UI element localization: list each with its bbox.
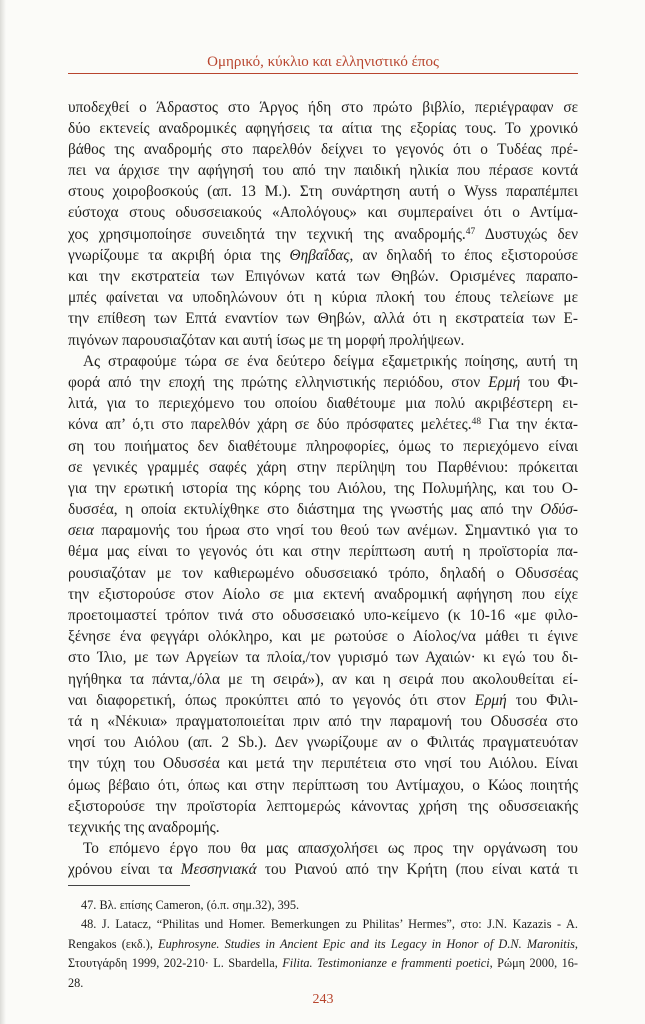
text-line <box>68 97 578 118</box>
text-line <box>68 499 578 520</box>
text-line <box>68 287 578 308</box>
text-run: λιτά, για το περιεχόμενο του οποίου διαθέτουμε μια πολύ ακριβέστερη ει- <box>68 395 578 413</box>
footnote-48 <box>68 915 578 993</box>
text-run: μπές φαίνεται να υποδηλώνουν ότι η κύρια πλοκή του έπους τελείωνε με <box>68 289 578 307</box>
text-run: την τύχη του Οδυσσέα και μετά την περιπέτεια στο νησί του Αιόλου. Είναι <box>68 755 578 773</box>
text-run: ηγήθηκα τα πάντα,/όλα με τη σειρά»), αν και η σειρά που ακολουθείται εί- <box>68 670 578 688</box>
text-run: κόνα απ’ ό,τι στο παρελθόν χάρη σε δύο πρόσφατες μελέτες. <box>68 416 472 434</box>
footnote-line <box>68 935 578 954</box>
italic-text: σεια <box>68 522 94 540</box>
text-line <box>68 584 578 605</box>
text-run: χος χρησιμοποίησε συνειδητά την τεχνική της αναδρομής. <box>68 225 466 243</box>
text-line <box>68 775 578 796</box>
text-run: νησί του Αιόλου (απ. 2 Sb.). Δεν γνωρίζουμε αν ο Φιλιτάς πραγματευόταν <box>68 734 578 752</box>
text-line <box>68 817 578 838</box>
text-run: εξιστορούσε την προϊστορία λεπτομερώς κάνοντας χρήση της οδυσσειακής <box>68 797 578 815</box>
text-line <box>68 139 578 160</box>
text-run: την εξιστορούσε στον Αίολο σε μια εκτενή αναδρομική αφήγηση που είχε <box>68 585 578 603</box>
text-run: Δυστυχώς δεν <box>475 225 578 243</box>
text-line <box>68 181 578 202</box>
paragraph <box>68 838 578 880</box>
italic-text: Euphrosyne. Studies in Ancient Epic and its Legacy in Honor of D.N. Maronitis <box>158 936 575 951</box>
text-line <box>68 266 578 287</box>
footnote-line <box>68 896 578 915</box>
text-line <box>68 796 578 817</box>
text-run: δυσσέα, η οποία εκτυλίχθηκε στο διάστημα της γνωστής μας από την <box>68 501 541 519</box>
text-line <box>68 330 578 351</box>
text-run: φορά από την εποχή της πρώτης ελληνιστικής περιόδου, στον <box>68 373 489 391</box>
text-line <box>68 372 578 393</box>
footnote-47 <box>68 896 578 915</box>
text-line <box>68 753 578 774</box>
text-run: 28. <box>68 975 84 990</box>
text-line <box>68 414 578 435</box>
text-run: υποδεχθεί ο Άδραστος στο Άργος ήδη στο πρώτο βιβλίο, περιέγραφαν σε <box>68 98 578 116</box>
text-run: του Φι- <box>520 373 578 391</box>
text-run: , <box>574 936 578 951</box>
footnote-ref: 47 <box>465 226 476 237</box>
text-run: Rengakos (εκδ.), <box>68 936 159 951</box>
text-line <box>68 245 578 266</box>
text-run: παραμονής του ήρωα στο νησί του θεού των ανέμων. Σημαντικό για το <box>93 522 578 540</box>
text-line <box>68 308 578 329</box>
text-run: χρόνου είναι τα <box>68 861 181 879</box>
text-line <box>68 563 578 584</box>
footnote-line <box>68 954 578 973</box>
text-run: βάθος της αναδρομής στο παρελθόν δείχνει το γεγονός ότι ο Τυδέας πρέ- <box>68 140 578 158</box>
text-line <box>68 647 578 668</box>
text-line <box>68 690 578 711</box>
text-run: Στουτγάρδη 1999, 202-210· L. Sbardella, <box>68 956 283 971</box>
text-run: 48. J. Latacz, “Philitas und Homer. Bemerkungen zu Philitas’ Hermes”, στο: J.N. Kazazis - A. <box>81 917 578 932</box>
text-run: για την ερωτική ιστορία της κόρης του Αιόλου, της Πολυμήλης, και του Ο- <box>68 479 578 497</box>
paragraph <box>68 97 578 351</box>
text-line <box>68 457 578 478</box>
text-run: 47. Βλ. επίσης Cameron, (ό.π. σημ.32), 395. <box>81 898 300 912</box>
text-run: Για την έκτα- <box>481 416 578 434</box>
text-run: Το επόμενο έργο που θα μας απασχολήσει ως προς την οργάνωση του <box>83 840 578 858</box>
text-line <box>68 732 578 753</box>
italic-text: Μεσσηνιακά <box>180 861 257 879</box>
text-line <box>68 541 578 562</box>
italic-text: Ερμή <box>488 373 521 391</box>
text-line <box>68 859 578 880</box>
text-line <box>68 711 578 732</box>
text-run: όμως βέβαιο ότι, όπως και στην περίπτωση του Αντίμαχου, ο Κώος ποιητής <box>68 776 578 794</box>
text-line <box>68 520 578 541</box>
text-run: θέμα μας είναι το γεγονός ότι και στην περίπτωση αυτή η προϊστορία πα- <box>68 543 578 561</box>
text-run: τά η «Νέκυια» πραγματοποιείται πριν από την παραμονή του Οδυσσέα στο <box>68 712 578 730</box>
paragraph <box>68 351 578 838</box>
text-line <box>68 605 578 626</box>
running-title: Ομηρικό, κύκλιο και ελληνιστικό έπος <box>207 54 439 70</box>
text-run: εύστοχα στους οδυσσειακούς «Απολόγους» και συμπεραίνει ότι ο Αντίμα- <box>68 204 578 222</box>
text-run: πει να άρχισε την αφήγησή του από την παιδική ηλικία που πέρασε κοντά <box>68 162 578 180</box>
text-run: , Ρώμη 2000, 16- <box>489 956 578 971</box>
italic-text: Θηβαΐδας <box>289 246 350 264</box>
text-line <box>68 838 578 859</box>
text-run: ξένησε ένα φεγγάρι ολόκληρο, και με ρωτούσε ο Αίολος/να μάθει τι έγινε <box>68 628 578 646</box>
text-line <box>68 669 578 690</box>
text-run: στο Ίλιο, με των Αργείων τα πλοία,/τον γυρισμό των Αχαιών· κι εγώ του δι- <box>68 649 578 667</box>
text-run: του Φιλι- <box>506 691 578 709</box>
text-run: ρουσιαζόταν με τον καθιερωμένο οδυσσειακό τρόπο, δηλαδή ο Οδυσσέας <box>68 564 578 582</box>
text-line <box>68 626 578 647</box>
text-run: ση του ποιήματος δεν διαθέτουμε πληροφορίες, όμως το περιεχόμενο είναι <box>68 437 578 455</box>
text-line <box>68 393 578 414</box>
text-run: τεχνικής της αναδρομής. <box>68 818 220 836</box>
body-text <box>68 97 578 881</box>
text-run: και την εκστρατεία των Επιγόνων κατά των Θηβών. Ορισμένες παραπο- <box>68 268 578 285</box>
italic-text: Οδύσ- <box>540 501 578 519</box>
footnote-rule <box>68 885 190 886</box>
italic-text: Ερμή <box>474 691 507 709</box>
footnotes <box>68 896 578 993</box>
text-run: προετοιμαστεί τρόπον τινά στο οδυσσειακό υπο-κείμενο (κ 10-16 «με φιλο- <box>68 607 578 624</box>
text-line <box>68 118 578 139</box>
text-run: ναι διαφορετική, όπως προκύπτει από το γεγονός ότι στον <box>68 691 475 709</box>
text-line <box>68 436 578 457</box>
text-run: του Ριανού από την Κρήτη (που είναι κατά τι <box>256 861 578 879</box>
footnote-ref: 48 <box>471 417 482 428</box>
text-run: γνωρίζουμε τα ακριβή όρια της <box>68 246 290 264</box>
text-line <box>68 224 578 245</box>
footnote-line <box>68 915 578 934</box>
text-run: στους χοιροβοσκούς (απ. 13 M.). Στη συνάρτηση αυτή ο Wyss παραπέμπει <box>68 183 578 201</box>
header-rule <box>68 73 578 74</box>
text-line <box>68 478 578 499</box>
text-run: σε γενικές γραμμές σαφές χάρη στην περίληψη του Παρθένιου: πρόκειται <box>68 458 578 476</box>
text-run: δύο εκτενείς αναδρομικές αφηγήσεις τα αίτια της εξορίας τους. Το χρονικό <box>68 119 578 137</box>
text-run: Ας στραφούμε τώρα σε ένα δεύτερο δείγμα εξαμετρικής ποίησης, αυτή τη <box>83 352 578 370</box>
text-line <box>68 351 578 372</box>
text-run: πιγόνων παρουσιαζόταν και αυτή ίσως με τη μορφή προλήψεων. <box>68 331 465 349</box>
page-number: 243 <box>312 992 334 1007</box>
text-line <box>68 160 578 181</box>
italic-text: Filita. Testimonianze e frammenti poetici <box>282 956 490 971</box>
text-line <box>68 202 578 223</box>
text-run: την επίθεση των Επτά εναντίον των Θηβών, αλλά ότι η εκστρατεία των Ε- <box>68 310 578 328</box>
text-run: , αν δηλαδή το έπος εξιστορούσε <box>349 246 578 264</box>
